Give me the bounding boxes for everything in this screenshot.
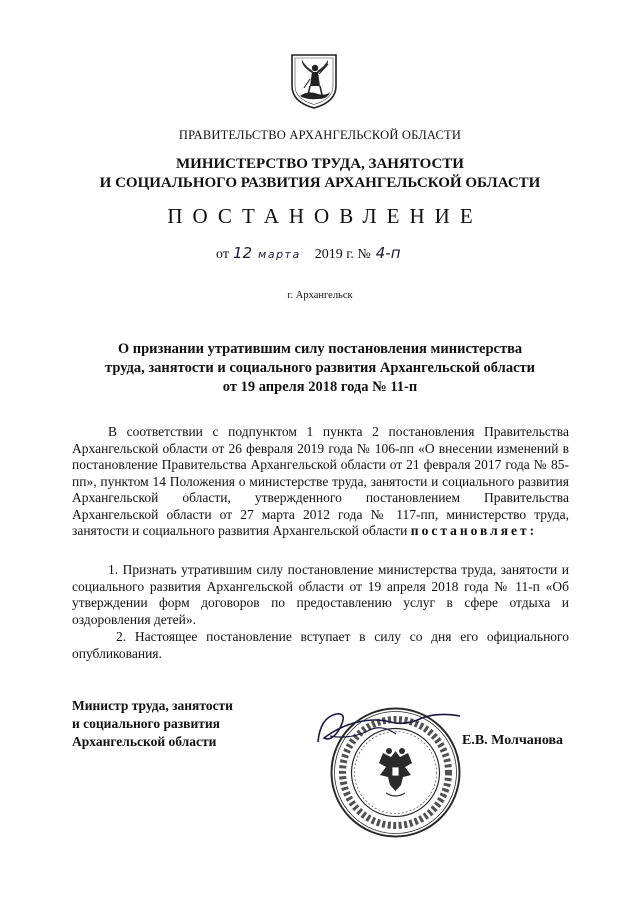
paragraph-item-1: 1. Признать утратившим силу постановление министерства труда, занятости и социального развития Архангельской области от 19 апреля 2018 года № 11-п «Об утверждении форм договоров по предоставлению услуг в сфере отдыха и оздоровления детей». xyxy=(72,562,569,627)
resolution-keyword: постановляет: xyxy=(410,523,538,538)
ministry-name-line2: И СОЦИАЛЬНОГО РАЗВИТИЯ АРХАНГЕЛЬСКОЙ ОБЛАСТИ xyxy=(99,175,541,191)
date-prefix: от xyxy=(216,247,229,262)
document-number: 4-п xyxy=(375,244,401,262)
ministry-name xyxy=(0,155,640,193)
signatory-title xyxy=(72,697,233,751)
ministry-name-line1: МИНИСТЕРСТВО ТРУДА, ЗАНЯТОСТИ xyxy=(176,156,464,172)
date-month: марта xyxy=(258,248,301,261)
signatory-title-line1: Министр труда, занятости xyxy=(72,698,233,713)
signatory-name: Е.В. Молчанова xyxy=(462,733,564,748)
document-type: ПОСТАНОВЛЕНИЕ xyxy=(167,204,483,228)
arkhangelsk-coat-of-arms-icon xyxy=(288,52,340,110)
date-day: 12 xyxy=(232,244,253,262)
document-title-line3: от 19 апреля 2018 года № 11-п xyxy=(222,379,418,395)
city: г. Архангельск xyxy=(287,290,353,301)
signatory-title-line2: и социального развития xyxy=(72,716,220,731)
signatory-title-line3: Архангельской области xyxy=(72,734,217,749)
paragraph-preamble-text: В соответствии с подпунктом 1 пункта 2 постановления Правительства Архангельской области от 26 февраля 2019 года № 106-пп «О внесении изменений в постановление Правительства Архангельской области от 21 февраля 2017 года № 85-пп», пунктом 14 Положения о министерстве труда, занятости и социального развития Архангельской области, утвержденного постановлением Правительства Архангельской области от 27 марта 2012 года № 117-пп, министерство труда, занятости и социального развития Архангельской области xyxy=(72,424,569,538)
document-title-line2: труда, занятости и социального развития Архангельской области xyxy=(105,360,535,376)
document-title xyxy=(100,340,540,397)
handwritten-signature-icon xyxy=(310,700,470,760)
paragraph-item-2: 2. Настоящее постановление вступает в силу со дня его официального опубликования. xyxy=(72,629,569,661)
date-year-label: 2019 г. № xyxy=(314,247,371,262)
government-name: ПРАВИТЕЛЬСТВО АРХАНГЕЛЬСКОЙ ОБЛАСТИ xyxy=(178,128,462,142)
document-title-line1: О признании утратившим силу постановления министерства xyxy=(117,341,523,357)
date-number-line xyxy=(216,244,401,263)
paragraph-preamble xyxy=(72,424,569,540)
